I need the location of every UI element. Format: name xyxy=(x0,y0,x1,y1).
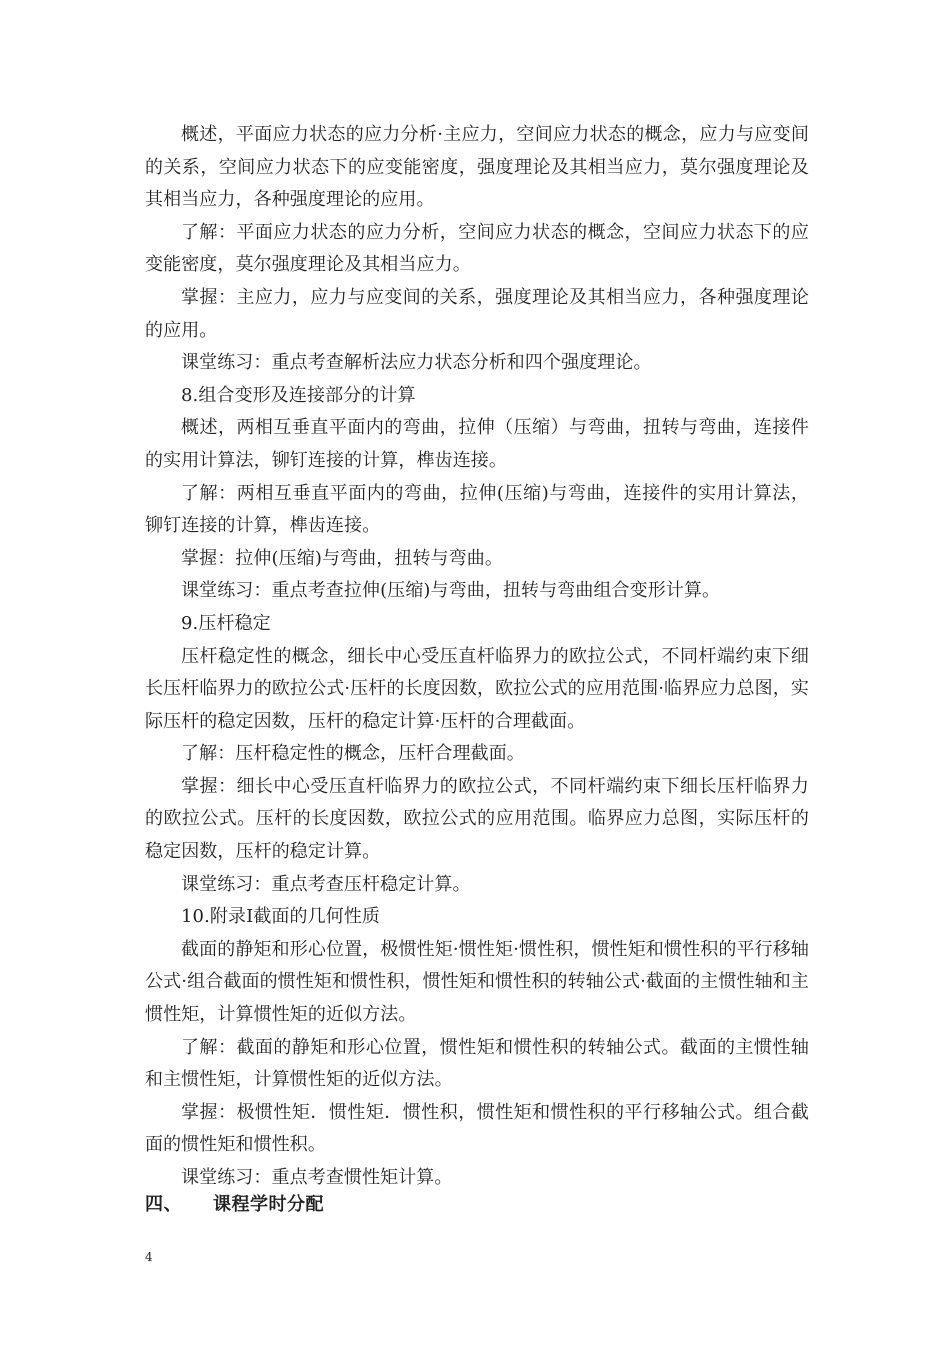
paragraph: 课堂练习：重点考查拉伸(压缩)与弯曲，扭转与弯曲组合变形计算。 xyxy=(181,580,721,602)
section-subheading: 10.附录Ⅰ截面的几何性质 xyxy=(181,906,381,928)
paragraph: 课堂练习：重点考查惯性矩计算。 xyxy=(181,1167,453,1188)
paragraph: 掌握：主应力，应力与应变间的关系，强度理论及其相当应力，各种强度理论的应用。 xyxy=(145,286,809,341)
paragraph: 了解：压杆稳定性的概念，压杆合理截面。 xyxy=(181,743,525,765)
body-text xyxy=(145,119,809,1195)
paragraph: 掌握：拉伸(压缩)与弯曲，扭转与弯曲。 xyxy=(181,547,503,569)
section-title: 课程学时分配 xyxy=(213,1194,324,1215)
paragraph: 截面的静矩和形心位置，极惯性矩·惯性矩·惯性积，惯性矩和惯性积的平行移轴公式·组合截面的惯性矩和惯性积，惯性矩和惯性积的转轴公式·截面的主惯性轴和主惯性矩，计算惯性矩的近似方法。 xyxy=(145,938,809,1026)
paragraph: 了解：两相互垂直平面内的弯曲，拉伸(压缩)与弯曲，连接件的实用计算法，铆钉连接的计算，榫齿连接。 xyxy=(145,482,809,537)
paragraph: 了解：截面的静矩和形心位置，惯性矩和惯性积的转轴公式。截面的主惯性轴和主惯性矩，计算惯性矩的近似方法。 xyxy=(145,1036,809,1091)
paragraph: 课堂练习：重点考查解析法应力状态分析和四个强度理论。 xyxy=(181,352,652,374)
section-heading xyxy=(145,1190,324,1216)
page-number: 4 xyxy=(145,1250,153,1264)
paragraph: 掌握：细长中心受压直杆临界力的欧拉公式，不同杆端约束下细长压杆临界力的欧拉公式。压杆的长度因数，欧拉公式的应用范围。临界应力总图，实际压杆的稳定因数，压杆的稳定计算。 xyxy=(145,775,809,863)
paragraph: 了解：平面应力状态的应力分析，空间应力状态的概念，空间应力状态下的应变能密度，莫尔强度理论及其相当应力。 xyxy=(145,221,809,276)
paragraph: 概述，两相互垂直平面内的弯曲，拉伸（压缩）与弯曲，扭转与弯曲，连接件的实用计算法，铆钉连接的计算，榫齿连接。 xyxy=(145,417,809,471)
paragraph: 课堂练习：重点考查压杆稳定计算。 xyxy=(181,873,471,895)
section-subheading: 8.组合变形及连接部分的计算 xyxy=(181,384,416,406)
section-number: 四、 xyxy=(145,1194,182,1215)
section-subheading: 9.压杆稳定 xyxy=(181,612,271,634)
paragraph: 掌握：极惯性矩．惯性矩．惯性积，惯性矩和惯性积的平行移轴公式。组合截面的惯性矩和惯性积。 xyxy=(145,1101,809,1156)
paragraph: 压杆稳定性的概念，细长中心受压直杆临界力的欧拉公式，不同杆端约束下细长压杆临界力的欧拉公式·压杆的长度因数，欧拉公式的应用范围·临界应力总图，实际压杆的稳定因数，压杆的稳定计算·压杆的合理截面。 xyxy=(145,645,809,732)
paragraph: 概述，平面应力状态的应力分析·主应力，空间应力状态的概念，应力与应变间的关系，空间应力状态下的应变能密度，强度理论及其相当应力，莫尔强度理论及其相当应力，各种强度理论的应用。 xyxy=(145,124,809,211)
